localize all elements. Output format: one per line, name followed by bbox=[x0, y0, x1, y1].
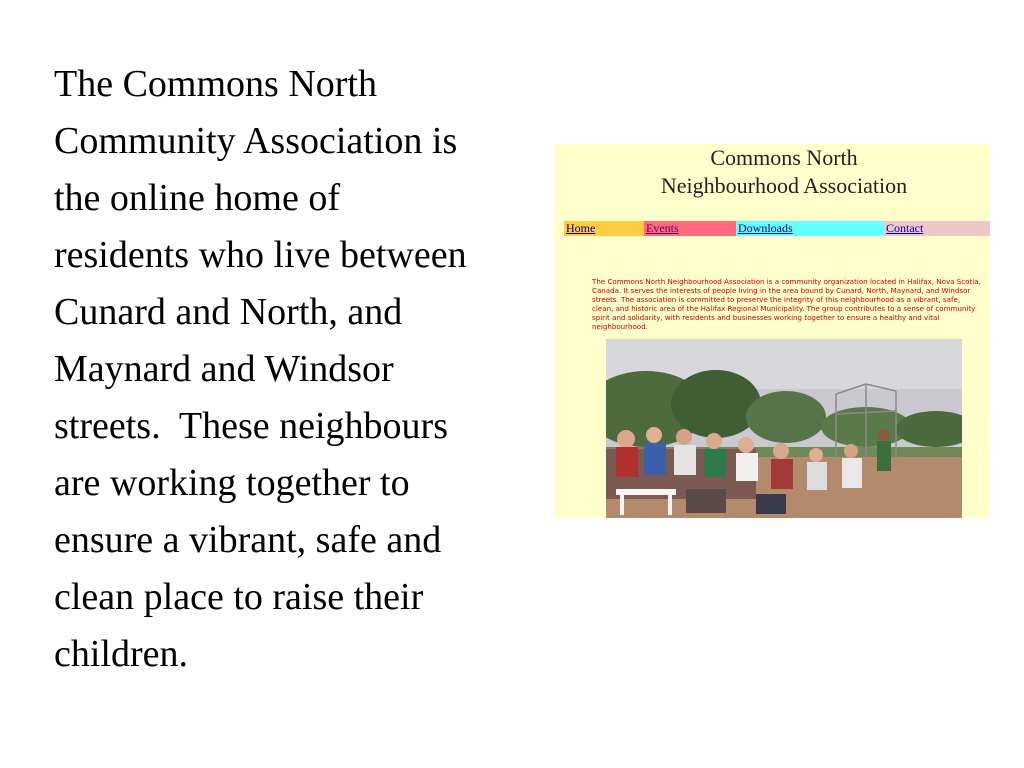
website-title-line1: Commons North bbox=[710, 145, 858, 170]
body-line: Maynard and Windsor bbox=[54, 348, 394, 390]
body-line: the online home of bbox=[54, 177, 340, 219]
body-line: ensure a vibrant, safe and bbox=[54, 519, 442, 561]
body-line: streets. These neighbours bbox=[54, 405, 448, 447]
community-photo bbox=[606, 339, 962, 518]
website-nav-bar bbox=[564, 221, 990, 236]
body-line: children. bbox=[54, 633, 189, 675]
website-screenshot bbox=[554, 144, 990, 518]
slide-body-text bbox=[54, 56, 554, 683]
nav-link-home[interactable]: Home bbox=[564, 221, 644, 236]
nav-link-events[interactable]: Events bbox=[644, 221, 736, 236]
body-line: Community Association is bbox=[54, 120, 458, 162]
body-line: residents who live between bbox=[54, 234, 467, 276]
body-line: The Commons North bbox=[54, 63, 377, 105]
nav-link-contact[interactable]: Contact bbox=[884, 221, 990, 236]
website-intro-text: The Commons North Neighbourhood Association is a community organization located in Halifax, Nova Scotia, Canada. It serves the interests of people living in the area bound by Cunard, North, Maynard, and Windsor streets. The association is committed to preserve the integrity of this neighbourhood as a vibrant, safe, clean, and historic area of the Halifax Regional Municipality. The group contributes to a sense of community spirit and solidarity, with residents and businesses working together to ensure a healthy and vital neighbourhood. bbox=[592, 277, 981, 331]
body-line: Cunard and North, and bbox=[54, 291, 403, 333]
body-line: clean place to raise their bbox=[54, 576, 424, 618]
website-title-line2: Neighbourhood Association bbox=[660, 173, 908, 198]
body-line: are working together to bbox=[54, 462, 410, 504]
website-title bbox=[554, 144, 990, 200]
nav-link-downloads[interactable]: Downloads bbox=[736, 221, 884, 236]
